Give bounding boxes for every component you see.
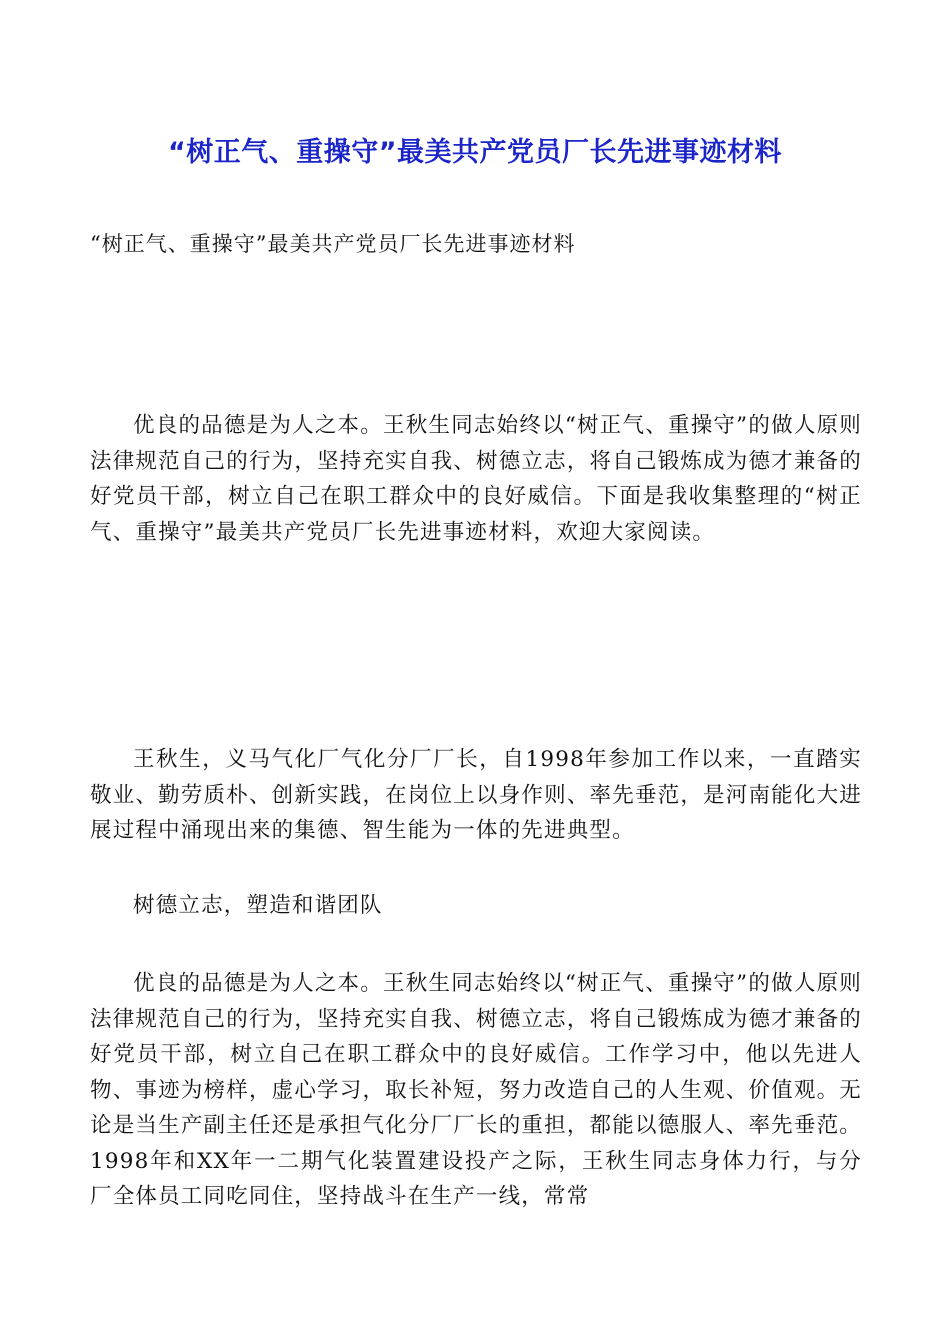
document-title: “树正气、重操守”最美共产党员厂长先进事迹材料 (168, 137, 782, 168)
document-subtitle: “树正气、重操守”最美共产党员厂长先进事迹材料 (90, 232, 576, 256)
paragraph-intro: 优良的品德是为人之本。王秋生同志始终以“树正气、重操守”的做人原则法律规范自己的行为，坚持充实自我、树德立志，将自己锻炼成为德才兼备的好党员干部，树立自己在职工群众中的良好威信。下面是我收集整理的“树正气、重操守”最美共产党员厂长先进事迹材料，欢迎大家阅读。 (90, 413, 862, 545)
section-heading: 树德立志，塑造和谐团队 (133, 893, 383, 918)
paragraph-body: 优良的品德是为人之本。王秋生同志始终以“树正气、重操守”的做人原则法律规范自己的行为，坚持充实自我、树德立志，将自己锻炼成为德才兼备的好党员干部，树立自己在职工群众中的良好威信。工作学习中，他以先进人物、事迹为榜样，虚心学习，取长补短，努力改造自己的人生观、价值观。无论是当生产副主任还是承担气化分厂厂长的重担，都能以德服人、率先垂范。1998年和XX年一二期气化装置建设投产之际，王秋生同志身体力行，与分厂全体员工同吃同住，坚持战斗在生产一线，常常 (90, 971, 862, 1209)
paragraph-profile: 王秋生，义马气化厂气化分厂厂长，自1998年参加工作以来，一直踏实敬业、勤劳质朴、创新实践，在岗位上以身作则、率先垂范，是河南能化大进展过程中涌现出来的集德、智生能为一体的先进典型。 (90, 747, 862, 843)
